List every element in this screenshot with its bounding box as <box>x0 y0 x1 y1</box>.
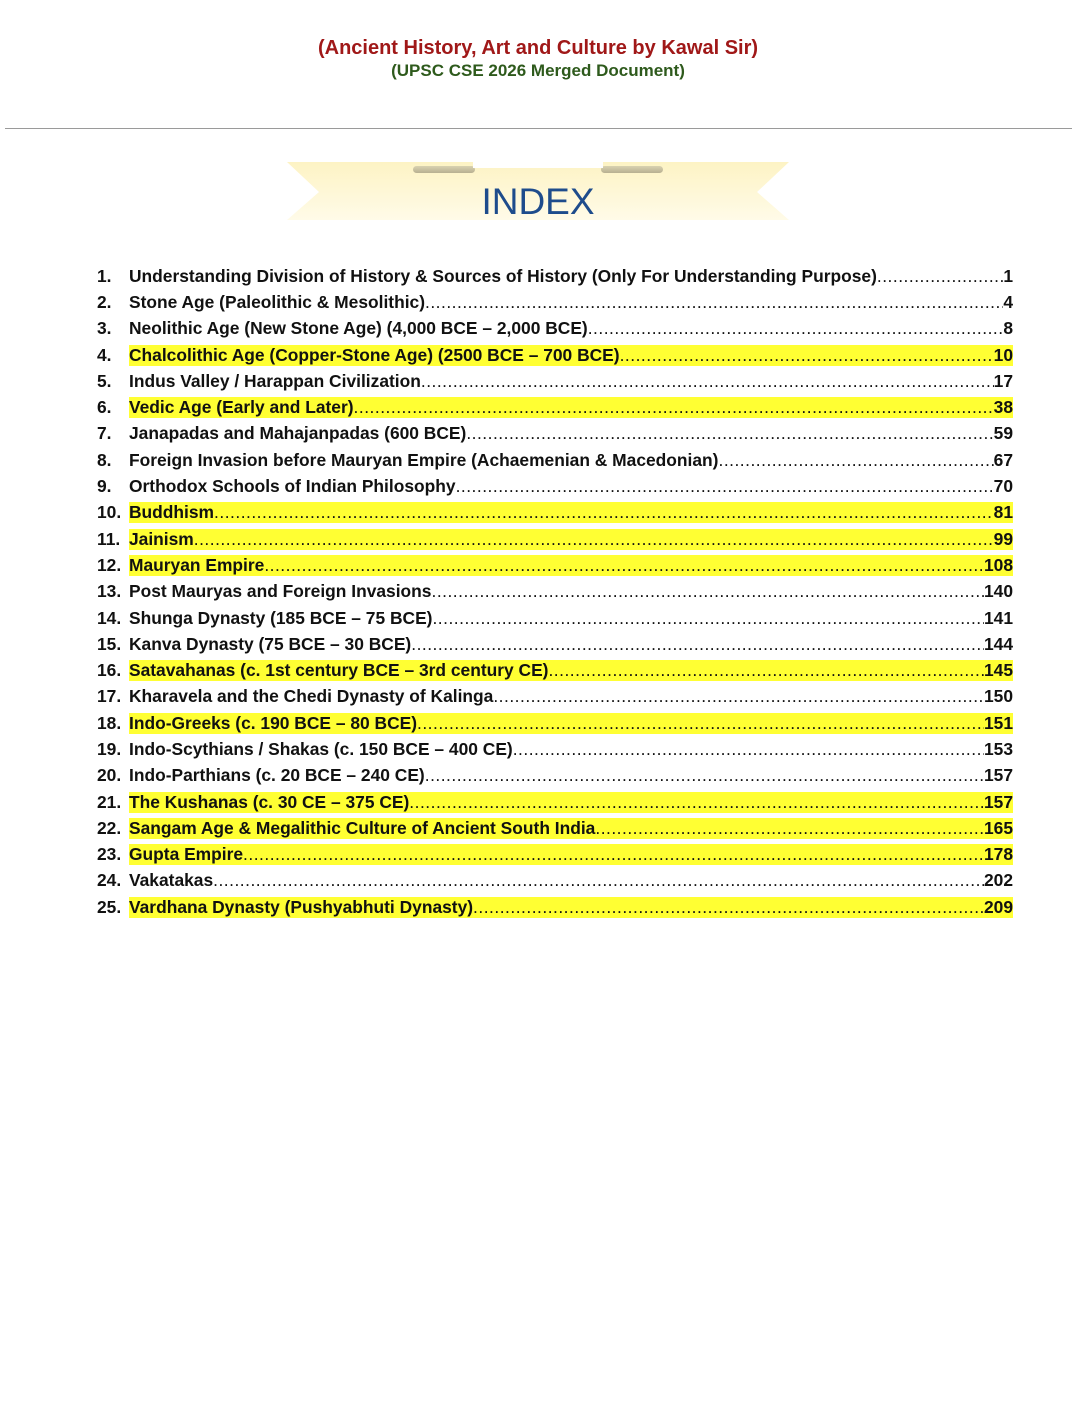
toc-entry-title: Understanding Division of History & Sources of History (Only For Understanding Purpose) <box>129 265 877 286</box>
toc-entry-body <box>129 686 1013 707</box>
toc-entry[interactable] <box>97 394 1013 420</box>
toc-dot-leader <box>493 686 984 707</box>
toc-entry-title: Satavahanas (c. 1st century BCE – 3rd century CE) <box>129 660 549 681</box>
toc-dot-leader <box>718 450 993 471</box>
toc-entry-title: Indo-Scythians / Shakas (c. 150 BCE – 400 CE) <box>129 738 513 759</box>
toc-entry-number: 15. <box>97 633 122 654</box>
toc-entry-title: Kharavela and the Chedi Dynasty of Kalinga <box>129 686 494 707</box>
toc-entry-body <box>129 608 1013 629</box>
toc-entry-title: Sangam Age & Megalithic Culture of Ancient South India <box>129 817 596 838</box>
toc-entry-number: 19. <box>97 738 122 759</box>
toc-entry[interactable] <box>97 289 1013 315</box>
toc-dot-leader <box>432 608 984 629</box>
toc-entry[interactable] <box>97 447 1013 473</box>
toc-entry-body <box>129 529 1013 550</box>
toc-entry-page-number: 178 <box>983 844 1013 865</box>
toc-dot-leader <box>595 818 984 839</box>
toc-entry[interactable] <box>97 368 1013 394</box>
toc-entry-number: 13. <box>97 581 122 602</box>
toc-entry-title: Stone Age (Paleolithic & Mesolithic) <box>129 291 425 312</box>
document-subtitle: (UPSC CSE 2026 Merged Document) <box>391 61 685 80</box>
toc-entry[interactable] <box>97 421 1013 447</box>
toc-entry-body <box>129 739 1013 760</box>
toc-entry-body <box>129 897 1013 918</box>
toc-entry-title: Vakatakas <box>129 870 214 891</box>
toc-entry-number: 11. <box>97 528 121 549</box>
toc-entry-body <box>129 397 1013 418</box>
toc-entry-number: 16. <box>97 660 122 681</box>
toc-entry-body <box>129 318 1013 339</box>
toc-dot-leader <box>588 318 1004 339</box>
toc-entry-number: 2. <box>97 291 112 312</box>
toc-entry-title: Post Mauryas and Foreign Invasions <box>129 581 432 602</box>
toc-dot-leader <box>264 555 984 576</box>
toc-entry-number: 22. <box>97 817 122 838</box>
table-of-contents <box>97 263 1013 920</box>
toc-entry[interactable] <box>97 842 1013 868</box>
toc-entry[interactable] <box>97 631 1013 657</box>
toc-dot-leader <box>548 660 984 681</box>
toc-entry-page-number: 4 <box>1003 291 1013 312</box>
toc-entry[interactable] <box>97 316 1013 342</box>
toc-entry-body <box>129 581 1013 602</box>
toc-entry-title: The Kushanas (c. 30 CE – 375 CE) <box>129 791 410 812</box>
toc-entry-body <box>129 371 1013 392</box>
toc-entry[interactable] <box>97 526 1013 552</box>
toc-entry-page-number: 151 <box>983 712 1013 733</box>
toc-entry-body <box>129 844 1013 865</box>
toc-entry[interactable] <box>97 342 1013 368</box>
toc-entry-body <box>129 292 1013 313</box>
toc-dot-leader <box>421 371 994 392</box>
toc-entry-number: 7. <box>97 423 112 444</box>
toc-entry-title: Kanva Dynasty (75 BCE – 30 BCE) <box>129 633 412 654</box>
index-heading: INDEX <box>481 181 595 222</box>
document-title: (Ancient History, Art and Culture by Kawal Sir) <box>317 37 759 59</box>
toc-entry-body <box>129 660 1013 681</box>
toc-entry-body <box>129 502 1013 523</box>
toc-entry-page-number: 67 <box>993 449 1013 470</box>
toc-entry-number: 18. <box>97 712 122 733</box>
toc-entry-page-number: 144 <box>983 633 1013 654</box>
toc-dot-leader <box>417 713 984 734</box>
toc-entry-body <box>129 555 1013 576</box>
toc-entry-number: 25. <box>97 896 122 917</box>
toc-entry-page-number: 81 <box>993 502 1013 523</box>
toc-entry-title: Buddhism <box>129 502 215 523</box>
toc-entry-number: 5. <box>97 370 112 391</box>
toc-entry-number: 8. <box>97 449 112 470</box>
toc-dot-leader <box>620 345 994 366</box>
toc-entry-number: 3. <box>97 318 112 339</box>
toc-entry-title: Indo-Greeks (c. 190 BCE – 80 BCE) <box>129 712 418 733</box>
toc-dot-leader <box>214 502 994 523</box>
toc-entry-body <box>129 792 1013 813</box>
toc-dot-leader <box>425 292 1003 313</box>
toc-entry[interactable] <box>97 579 1013 605</box>
toc-entry[interactable] <box>97 263 1013 289</box>
toc-entry-page-number: 153 <box>983 738 1013 759</box>
toc-entry[interactable] <box>97 552 1013 578</box>
toc-entry[interactable] <box>97 789 1013 815</box>
toc-entry[interactable] <box>97 473 1013 499</box>
toc-entry-body <box>129 423 1013 444</box>
header-divider <box>5 128 1072 129</box>
toc-entry-title: Vedic Age (Early and Later) <box>129 397 354 418</box>
toc-entry[interactable] <box>97 657 1013 683</box>
toc-entry-number: 14. <box>97 607 122 628</box>
toc-dot-leader <box>513 739 984 760</box>
toc-entry-body <box>129 870 1013 891</box>
toc-entry-number: 21. <box>97 791 122 812</box>
toc-entry-title: Jainism <box>129 528 194 549</box>
toc-entry[interactable] <box>97 815 1013 841</box>
toc-entry-page-number: 99 <box>993 528 1013 549</box>
toc-entry-title: Orthodox Schools of Indian Philosophy <box>129 476 456 497</box>
toc-dot-leader <box>466 423 993 444</box>
toc-entry-page-number: 70 <box>993 476 1013 497</box>
toc-entry-body <box>129 765 1013 786</box>
toc-dot-leader <box>431 581 984 602</box>
toc-entry-page-number: 8 <box>1003 318 1013 339</box>
toc-entry-body <box>129 266 1013 287</box>
toc-entry-body <box>129 450 1013 471</box>
toc-dot-leader <box>213 870 984 891</box>
toc-entry-number: 23. <box>97 844 122 865</box>
toc-entry[interactable] <box>97 763 1013 789</box>
toc-entry-page-number: 157 <box>983 765 1013 786</box>
toc-dot-leader <box>411 634 984 655</box>
toc-entry-title: Indus Valley / Harappan Civilization <box>129 370 421 391</box>
toc-dot-leader <box>243 844 984 865</box>
toc-entry-number: 24. <box>97 870 122 891</box>
toc-entry-page-number: 108 <box>983 554 1013 575</box>
toc-entry[interactable] <box>97 500 1013 526</box>
toc-dot-leader <box>354 397 994 418</box>
toc-entry-title: Mauryan Empire <box>129 554 265 575</box>
toc-entry-page-number: 38 <box>993 397 1013 418</box>
toc-entry-title: Chalcolithic Age (Copper-Stone Age) (2500 BCE – 700 BCE) <box>129 344 620 365</box>
toc-dot-leader <box>877 266 1003 287</box>
toc-entry-page-number: 202 <box>983 870 1013 891</box>
toc-entry-body <box>129 713 1013 734</box>
toc-entry[interactable] <box>97 736 1013 762</box>
toc-entry[interactable] <box>97 605 1013 631</box>
toc-entry-title: Indo-Parthians (c. 20 BCE – 240 CE) <box>129 765 425 786</box>
toc-entry[interactable] <box>97 894 1013 920</box>
toc-entry-page-number: 140 <box>983 581 1013 602</box>
toc-entry-page-number: 209 <box>983 896 1013 917</box>
toc-entry-page-number: 1 <box>1003 265 1013 286</box>
toc-entry-title: Vardhana Dynasty (Pushyabhuti Dynasty) <box>129 896 474 917</box>
toc-dot-leader <box>456 476 994 497</box>
toc-entry-number: 4. <box>97 344 112 365</box>
toc-entry-number: 6. <box>97 397 112 418</box>
toc-entry-page-number: 150 <box>983 686 1013 707</box>
toc-entry[interactable] <box>97 684 1013 710</box>
toc-dot-leader <box>473 897 984 918</box>
toc-entry[interactable] <box>97 710 1013 736</box>
toc-entry-number: 10. <box>97 502 122 523</box>
toc-entry-page-number: 59 <box>993 423 1013 444</box>
toc-entry-page-number: 10 <box>993 344 1013 365</box>
toc-entry-page-number: 17 <box>993 370 1013 391</box>
toc-entry[interactable] <box>97 868 1013 894</box>
toc-entry-number: 12. <box>97 554 122 575</box>
toc-entry-title: Gupta Empire <box>129 844 244 865</box>
toc-entry-number: 17. <box>97 686 122 707</box>
toc-entry-title: Janapadas and Mahajanpadas (600 BCE) <box>129 423 467 444</box>
toc-entry-body <box>129 634 1013 655</box>
toc-entry-title: Shunga Dynasty (185 BCE – 75 BCE) <box>129 607 433 628</box>
toc-dot-leader <box>194 529 994 550</box>
toc-entry-title: Foreign Invasion before Mauryan Empire (Achaemenian & Macedonian) <box>129 449 719 470</box>
toc-entry-number: 1. <box>97 265 112 286</box>
toc-dot-leader <box>409 792 984 813</box>
toc-entry-body <box>129 345 1013 366</box>
toc-entry-number: 20. <box>97 765 122 786</box>
toc-entry-number: 9. <box>97 476 112 497</box>
toc-entry-page-number: 157 <box>983 791 1013 812</box>
toc-entry-page-number: 145 <box>983 660 1013 681</box>
toc-entry-page-number: 165 <box>983 817 1013 838</box>
toc-dot-leader <box>425 765 984 786</box>
toc-entry-body <box>129 476 1013 497</box>
toc-entry-body <box>129 818 1013 839</box>
toc-entry-title: Neolithic Age (New Stone Age) (4,000 BCE – 2,000 BCE) <box>129 318 588 339</box>
toc-entry-page-number: 141 <box>983 607 1013 628</box>
